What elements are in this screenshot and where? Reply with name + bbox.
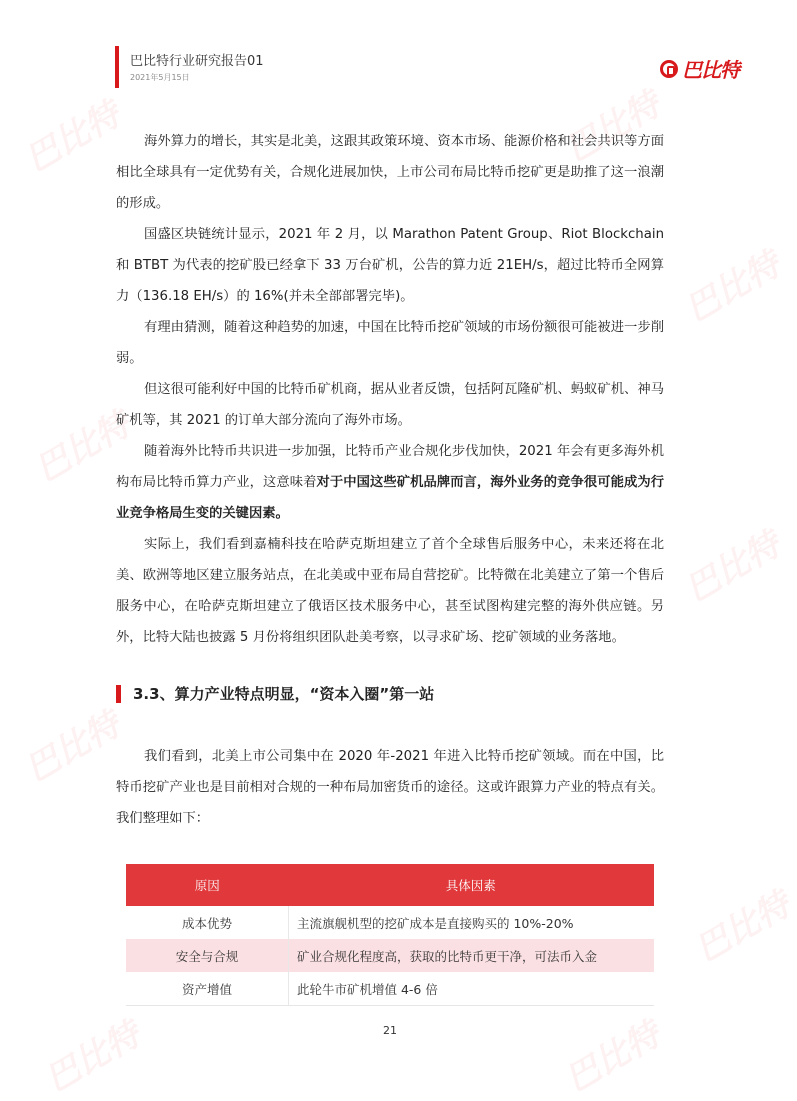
body-content-2 — [116, 741, 664, 834]
table-header-cell: 具体因素 — [289, 864, 655, 906]
table-row — [126, 939, 654, 972]
page-number: 21 — [383, 1024, 397, 1037]
logo-icon — [660, 60, 678, 78]
watermark: 巴比特 — [678, 524, 787, 611]
table-cell: 矿业合规化程度高，获取的比特币更干净，可法币入金 — [289, 939, 655, 972]
paragraph: 国盛区块链统计显示，2021 年 2 月，以 Marathon Patent Group、Riot Blockchain 和 BTBT 为代表的挖矿股已经拿下 33 万台矿机，公告的算力近 21EH/s，超过比特币全网算力（136.18 EH/s）的 16%(并未全部部署完毕)。 — [116, 227, 664, 304]
section-accent-bar — [116, 685, 121, 703]
paragraph-text: 随着海外比特币共识进一步加强，比特币产业合规化步伐加快，2021 年会有更多海外机构布局比特币算力产业，这意味着 — [116, 444, 664, 490]
table-cell: 主流旗舰机型的挖矿成本是直接购买的 10%-20% — [289, 906, 655, 939]
paragraph: 有理由猜测，随着这种趋势的加速，中国在比特币挖矿领域的市场份额很可能被进一步削弱。 — [116, 320, 664, 366]
report-title: 巴比特行业研究报告01 — [130, 54, 264, 69]
table-cell: 资产增值 — [126, 972, 289, 1006]
header-accent-bar — [115, 46, 119, 88]
table-cell: 成本优势 — [126, 906, 289, 939]
section-title: 3.3、算力产业特点明显，“资本入圈”第一站 — [133, 685, 435, 703]
paragraph — [116, 436, 664, 529]
watermark: 巴比特 — [558, 84, 667, 171]
watermark: 巴比特 — [688, 884, 797, 971]
watermark: 巴比特 — [28, 404, 137, 491]
table-header-cell: 原因 — [126, 864, 289, 906]
logo-text: 巴比特 — [682, 58, 739, 82]
watermark: 巴比特 — [678, 244, 787, 331]
factors-table — [126, 864, 654, 1006]
paragraph: 海外算力的增长，其实是北美，这跟其政策环境、资本市场、能源价格和社会共识等方面相比全球具有一定优势有关，合规化进展加快，上市公司布局比特币挖矿更是助推了这一浪潮的形成。 — [116, 134, 664, 211]
brand-logo — [660, 54, 739, 83]
section-heading — [116, 683, 434, 704]
report-date: 2021年5月15日 — [130, 73, 190, 82]
paragraph: 我们看到，北美上市公司集中在 2020 年-2021 年进入比特币挖矿领域。而在中国，比特币挖矿产业也是目前相对合规的一种布局加密货币的途径。这或许跟算力产业的特点有关。我们整理如下： — [116, 749, 664, 826]
table-cell: 此轮牛市矿机增值 4-6 倍 — [289, 972, 655, 1006]
paragraph: 实际上，我们看到嘉楠科技在哈萨克斯坦建立了首个全球售后服务中心，未来还将在北美、欧洲等地区建立服务站点，在北美或中亚布局自营挖矿。比特微在北美建立了第一个售后服务中心，在哈萨克斯坦建立了俄语区技术服务中心，甚至试图构建完整的海外供应链。另外，比特大陆也披露 5 月份将组织团队赴美考察，以寻求矿场、挖矿领域的业务落地。 — [116, 537, 664, 645]
table-cell: 安全与合规 — [126, 939, 289, 972]
table-row — [126, 972, 654, 1006]
watermark: 巴比特 — [18, 704, 127, 791]
paragraph-emphasis: 对于中国这些矿机品牌而言，海外业务的竞争很可能成为行业竞争格局生变的关键因素。 — [116, 475, 665, 521]
table-header-row — [126, 864, 654, 906]
table-row — [126, 906, 654, 939]
body-content — [116, 126, 664, 653]
watermark: 巴比特 — [18, 94, 127, 181]
paragraph: 但这很可能利好中国的比特币矿机商，据从业者反馈，包括阿瓦隆矿机、蚂蚁矿机、神马矿机等，其 2021 的订单大部分流向了海外市场。 — [116, 382, 664, 428]
watermark: 巴比特 — [558, 1014, 667, 1101]
watermark: 巴比特 — [38, 1014, 147, 1101]
